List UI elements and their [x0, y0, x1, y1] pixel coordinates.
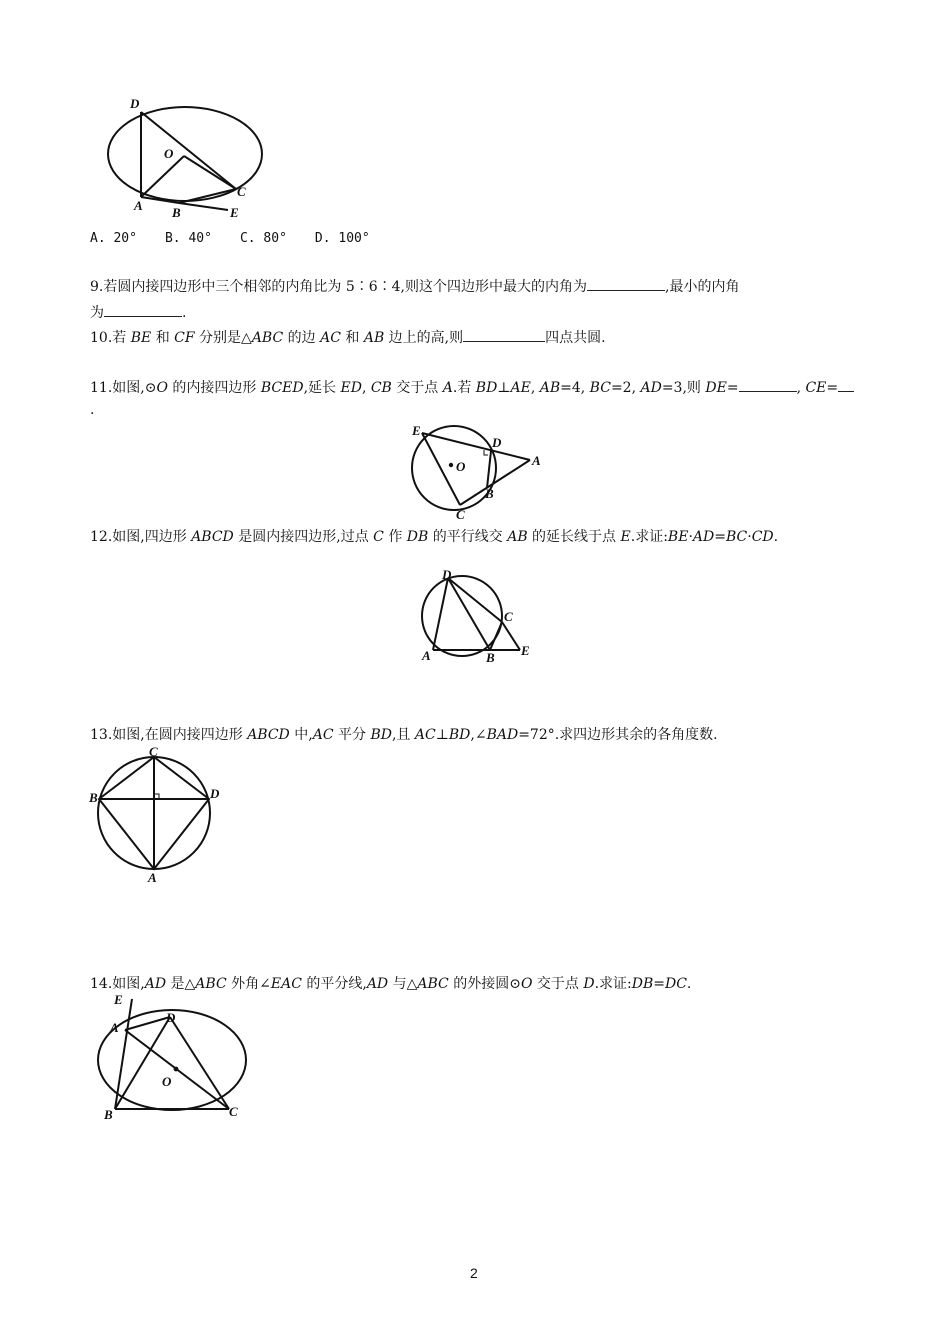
q8-figure [100, 92, 270, 224]
q13-figure [86, 744, 222, 884]
q14-label-E: E [114, 992, 123, 1007]
q12-figure [412, 566, 536, 666]
q13-label-A: A [148, 870, 157, 884]
q8-label-C: C [237, 184, 246, 199]
q12-label-A: A [422, 648, 431, 663]
q12-label-B: B [486, 650, 495, 665]
q11-label-A: A [532, 453, 541, 468]
choice-a: A. 20° [90, 231, 137, 246]
q13-label-B: B [89, 790, 98, 805]
q11-label-O: O [456, 459, 466, 474]
q14-label-C: C [229, 1104, 238, 1119]
page-number: 2 [470, 1265, 478, 1281]
q9-number: 9 [90, 279, 99, 295]
q10-number: 10 [90, 330, 108, 346]
q13-label-C: C [149, 744, 158, 759]
q14-label-A: A [110, 1020, 119, 1035]
q11-label-E: E [412, 423, 421, 438]
answer-blank [104, 302, 182, 317]
q14-text: 14.如图,AD 是△ABC 外角∠EAC 的平分线,AD 与△ABC 的外接圆⊙O 交于点 D.求证:DB=DC. [90, 976, 692, 992]
q14-number: 14 [90, 976, 108, 992]
q13-text: 13.如图,在圆内接四边形 ABCD 中,AC 平分 BD,且 AC⊥BD,∠BAD=72°.求四边形其余的各角度数. [90, 727, 718, 743]
q11-text: 11.如图,⊙O 的内接四边形 BCED,延长 ED, CB 交于点 A.若 BD⊥AE, AB=4, BC=2, AD=3,则 DE= , CE= [90, 377, 854, 398]
q12-label-C: C [504, 609, 513, 624]
q9-line1: 9.若圆内接四边形中三个相邻的内角比为 5∶6∶4,则这个四边形中最大的内角为 ,最小的内角 [90, 276, 739, 297]
q11-label-C: C [456, 507, 465, 522]
q10-text: 10.若 BE 和 CF 分别是△ABC 的边 AC 和 AB 边上的高,则 四点共圆. [90, 327, 606, 348]
choice-d: D. 100° [314, 231, 370, 246]
q11-tail: . [90, 402, 95, 418]
q8-choices [90, 228, 398, 249]
choice-c: C. 80° [239, 231, 287, 246]
q14-figure [96, 992, 256, 1124]
q11-number: 11 [90, 380, 108, 396]
q13-number: 13 [90, 727, 108, 743]
q14-label-O: O [162, 1074, 172, 1089]
q12-text: 12.如图,四边形 ABCD 是圆内接四边形,过点 C 作 DB 的平行线交 AB 的延长线于点 E.求证:BE·AD=BC·CD. [90, 529, 779, 545]
answer-blank [739, 377, 797, 392]
q8-label-O: O [164, 146, 174, 161]
q14-label-D: D [166, 1010, 176, 1025]
q14-label-B: B [104, 1107, 113, 1122]
q11-label-B: B [485, 486, 494, 501]
q9-line2: 为 . [90, 302, 186, 323]
q11-figure [404, 420, 554, 522]
choice-b: B. 40° [164, 231, 212, 246]
q8-label-A: A [134, 198, 143, 213]
q13-label-D: D [210, 786, 220, 801]
answer-blank [838, 377, 854, 392]
q8-label-D: D [130, 96, 140, 111]
q12-label-E: E [521, 643, 530, 658]
q8-label-E: E [230, 205, 239, 220]
q12-label-D: D [442, 567, 452, 582]
q8-label-B: B [172, 205, 181, 220]
q12-number: 12 [90, 529, 108, 545]
answer-blank [587, 276, 665, 291]
q11-label-D: D [492, 435, 502, 450]
answer-blank [463, 327, 545, 342]
